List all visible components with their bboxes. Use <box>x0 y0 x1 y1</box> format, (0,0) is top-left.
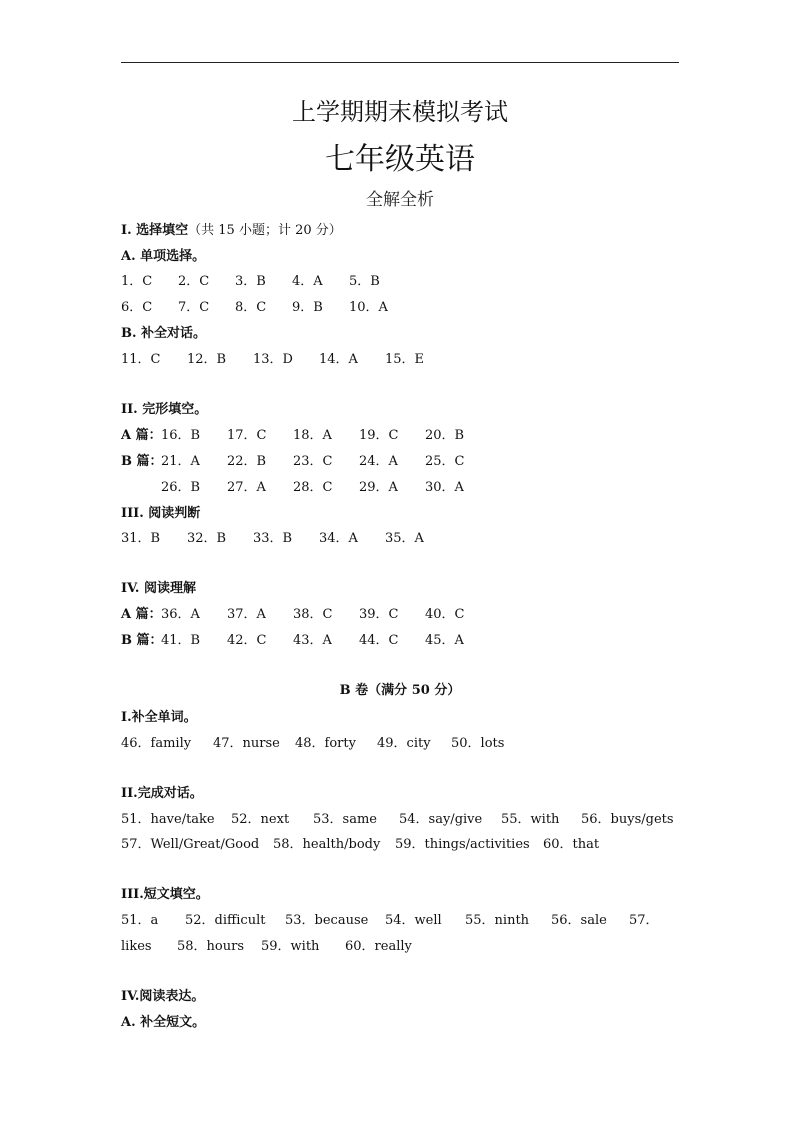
answer-item: 43．A <box>293 633 332 648</box>
answer-row-6 <box>121 479 464 497</box>
answer-item: 52．next <box>231 812 290 827</box>
answer-item: 49．city <box>377 736 431 751</box>
answer-item: likes <box>121 939 152 954</box>
answer-row-5 <box>121 453 465 471</box>
answer-row-7 <box>121 530 424 548</box>
answer-item: 59．with <box>261 939 320 954</box>
answer-item: 5．B <box>349 274 380 289</box>
answer-item: 12．B <box>187 352 227 367</box>
answer-item: 35．A <box>385 531 424 546</box>
answer-item: 51．a <box>121 913 159 928</box>
answer-row-11 <box>121 811 674 829</box>
answer-row-10 <box>121 735 504 753</box>
answer-item: 52．difficult <box>185 913 266 928</box>
answer-item: 34．A <box>319 531 358 546</box>
answer-item: 58．hours <box>177 939 244 954</box>
answer-item: 42．C <box>227 633 267 648</box>
answer-item: 58．health/body <box>273 837 381 852</box>
subtitle: 全解全析 <box>366 190 434 210</box>
answer-item: 13．D <box>253 352 293 367</box>
answer-item: 30．A <box>425 480 464 495</box>
answer-item: 1．C <box>121 274 153 289</box>
part-b-section-2-title: II.完成对话。 <box>121 786 203 801</box>
answer-item: 45．A <box>425 633 464 648</box>
answer-item: 44．C <box>359 633 399 648</box>
answer-row-2 <box>121 299 388 317</box>
answer-row-3 <box>121 351 424 369</box>
answer-item: 28．C <box>293 480 333 495</box>
answer-row-4 <box>121 427 464 445</box>
answer-row-8 <box>121 606 465 624</box>
answer-item: 7．C <box>178 300 210 315</box>
answer-item: 51．have/take <box>121 812 215 827</box>
answer-item: 32．B <box>187 531 227 546</box>
answer-item: 19．C <box>359 428 399 443</box>
section-4-title: IV. 阅读理解 <box>121 581 196 596</box>
answer-item: 14．A <box>319 352 358 367</box>
exam-title: 上学期期末模拟考试 <box>292 98 508 126</box>
answer-item: 60．that <box>543 837 600 852</box>
section-1-title: I. 选择填空 <box>121 223 189 238</box>
answer-item: 17．C <box>227 428 267 443</box>
part-b-section-3-title: III.短文填空。 <box>121 887 209 902</box>
grade-subject-title: 七年级英语 <box>325 142 475 177</box>
answer-item: 8．C <box>235 300 267 315</box>
part-b-title: B 卷（满分 50 分） <box>339 683 461 698</box>
answer-row-13 <box>121 912 659 930</box>
answer-item: 48．forty <box>295 736 356 751</box>
section-1-heading <box>121 222 342 240</box>
answer-item: 39．C <box>359 607 399 622</box>
section-1b-title: B. 补全对话。 <box>121 326 207 341</box>
section-3-title: III. 阅读判断 <box>121 506 201 521</box>
answer-row-9 <box>121 632 464 650</box>
answer-item: 60．really <box>345 939 412 954</box>
answer-row-1 <box>121 273 380 291</box>
answer-item: 33．B <box>253 531 293 546</box>
part-b-section-1-title: I.补全单词。 <box>121 710 197 725</box>
section-1-note: （共 15 小题；计 20 分） <box>188 223 342 238</box>
answer-item: 54．well <box>385 913 442 928</box>
top-rule <box>121 62 679 63</box>
answer-item: 18．A <box>293 428 332 443</box>
answer-item: 53．because <box>285 913 369 928</box>
answer-item: 57． <box>629 913 659 928</box>
answer-item: 55．ninth <box>465 913 530 928</box>
answer-row-14 <box>121 938 412 956</box>
passage-label: A 篇： <box>121 607 162 622</box>
passage-label: A 篇： <box>121 428 162 443</box>
answer-item: 6．C <box>121 300 153 315</box>
section-2-title: II. 完形填空。 <box>121 402 208 417</box>
answer-item: 10．A <box>349 300 388 315</box>
passage-label: B 篇： <box>121 454 163 469</box>
answer-item: 56．buys/gets <box>581 812 674 827</box>
answer-item: 26．B <box>161 480 201 495</box>
part-b-section-4-title: IV.阅读表达。 <box>121 989 205 1004</box>
answer-item: 2．C <box>178 274 210 289</box>
answer-row-12 <box>121 836 599 854</box>
answer-item: 22．B <box>227 454 267 469</box>
answer-item: 4．A <box>292 274 323 289</box>
answer-item: 23．C <box>293 454 333 469</box>
answer-item: 29．A <box>359 480 398 495</box>
answer-item: 3．B <box>235 274 266 289</box>
section-1a-title: A. 单项选择。 <box>121 249 206 264</box>
answer-item: 59．things/activities <box>395 837 530 852</box>
answer-item: 41．B <box>161 633 201 648</box>
answer-item: 15．E <box>385 352 425 367</box>
answer-item: 55．with <box>501 812 560 827</box>
answer-item: 24．A <box>359 454 398 469</box>
answer-item: 27．A <box>227 480 266 495</box>
answer-item: 36．A <box>161 607 200 622</box>
answer-item: 11．C <box>121 352 161 367</box>
part-b-section-4a-title: A. 补全短文。 <box>121 1015 206 1030</box>
answer-item: 46．family <box>121 736 192 751</box>
answer-item: 56．sale <box>551 913 607 928</box>
answer-item: 31．B <box>121 531 161 546</box>
answer-item: 47．nurse <box>213 736 280 751</box>
answer-item: 21．A <box>161 454 200 469</box>
answer-item: 57．Well/Great/Good <box>121 837 260 852</box>
answer-item: 50．lots <box>451 736 505 751</box>
answer-item: 25．C <box>425 454 465 469</box>
passage-label: B 篇： <box>121 633 163 648</box>
answer-item: 40．C <box>425 607 465 622</box>
answer-item: 16．B <box>161 428 201 443</box>
answer-item: 53．same <box>313 812 377 827</box>
answer-item: 38．C <box>293 607 333 622</box>
answer-item: 37．A <box>227 607 266 622</box>
answer-item: 54．say/give <box>399 812 483 827</box>
answer-item: 9．B <box>292 300 323 315</box>
answer-item: 20．B <box>425 428 465 443</box>
